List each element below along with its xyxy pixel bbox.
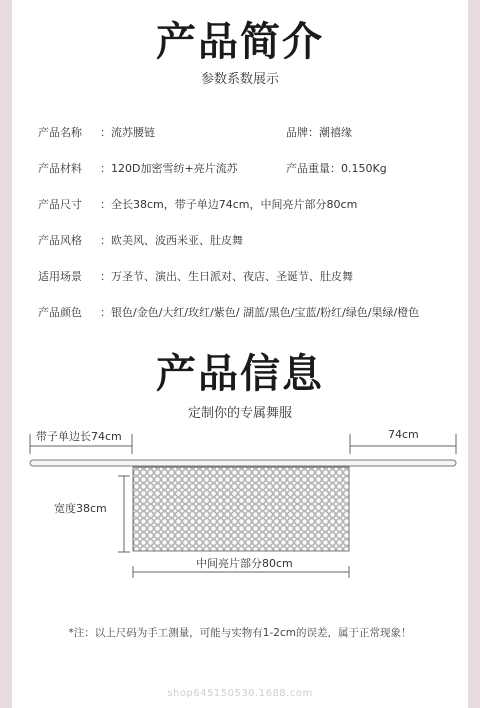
spec-row-style: 产品风格 ：欧美风、波西米亚、肚皮舞	[38, 234, 243, 247]
spec-label: 产品名称	[38, 126, 82, 139]
spec-value: 0.150Kg	[341, 162, 387, 175]
spec-value: 欧美风、波西米亚、肚皮舞	[111, 234, 243, 247]
spec-label: 产品尺寸	[38, 198, 82, 211]
section-subtitle-intro: 参数系数展示	[200, 72, 279, 87]
spec-row-brand: 品牌：潮禧缘	[286, 126, 352, 139]
shop-watermark: shop645150530.1688.com	[167, 688, 313, 699]
section-subtitle-info: 定制你的专属舞服	[187, 406, 292, 421]
spec-value: 流苏腰链	[111, 126, 155, 139]
spec-row-name: 产品名称 ：流苏腰链	[38, 126, 155, 139]
spec-row-material: 产品材料 ：120D加密雪纺+亮片流苏	[38, 162, 238, 175]
spec-value: 120D加密雪纺+亮片流苏	[111, 162, 238, 175]
spec-label: 品牌	[286, 126, 308, 139]
spec-label: 产品颜色	[38, 306, 82, 319]
section-title-intro: 产品简介	[156, 19, 324, 65]
dim-label-width: 宽度38cm	[54, 502, 107, 515]
strap	[30, 460, 456, 466]
dim-label-strap-right: 74cm	[388, 428, 419, 441]
sequin-panel	[133, 467, 349, 551]
section-title-info: 产品信息	[156, 351, 324, 397]
spec-value: 万圣节、演出、生日派对、夜店、圣诞节、肚皮舞	[111, 270, 353, 283]
spec-value: 潮禧缘	[319, 126, 352, 139]
spec-row-weight: 产品重量：0.150Kg	[286, 162, 387, 175]
spec-label: 产品风格	[38, 234, 82, 247]
size-diagram	[0, 420, 480, 590]
spec-value: 全长38cm，带子单边74cm，中间亮片部分80cm	[111, 198, 358, 211]
dim-label-middle: 中间亮片部分80cm	[196, 557, 293, 570]
spec-row-scene: 适用场景 ：万圣节、演出、生日派对、夜店、圣诞节、肚皮舞	[38, 270, 353, 283]
spec-label: 产品重量	[286, 162, 330, 175]
spec-label: 适用场景	[38, 270, 82, 283]
spec-row-size: 产品尺寸 ：全长38cm，带子单边74cm，中间亮片部分80cm	[38, 198, 358, 211]
dim-label-strap-left: 带子单边长74cm	[36, 430, 122, 443]
spec-label: 产品材料	[38, 162, 82, 175]
measurement-note: *注：以上尺码为手工测量，可能与实物有1-2cm的误差，属于正常现象！	[68, 627, 412, 639]
spec-value: 银色/金色/大红/玫红/紫色/ 湖蓝/黑色/宝蓝/粉红/绿色/果绿/橙色	[111, 306, 420, 319]
spec-row-color: 产品颜色 ：银色/金色/大红/玫红/紫色/ 湖蓝/黑色/宝蓝/粉红/绿色/果绿/橙色	[38, 306, 420, 319]
